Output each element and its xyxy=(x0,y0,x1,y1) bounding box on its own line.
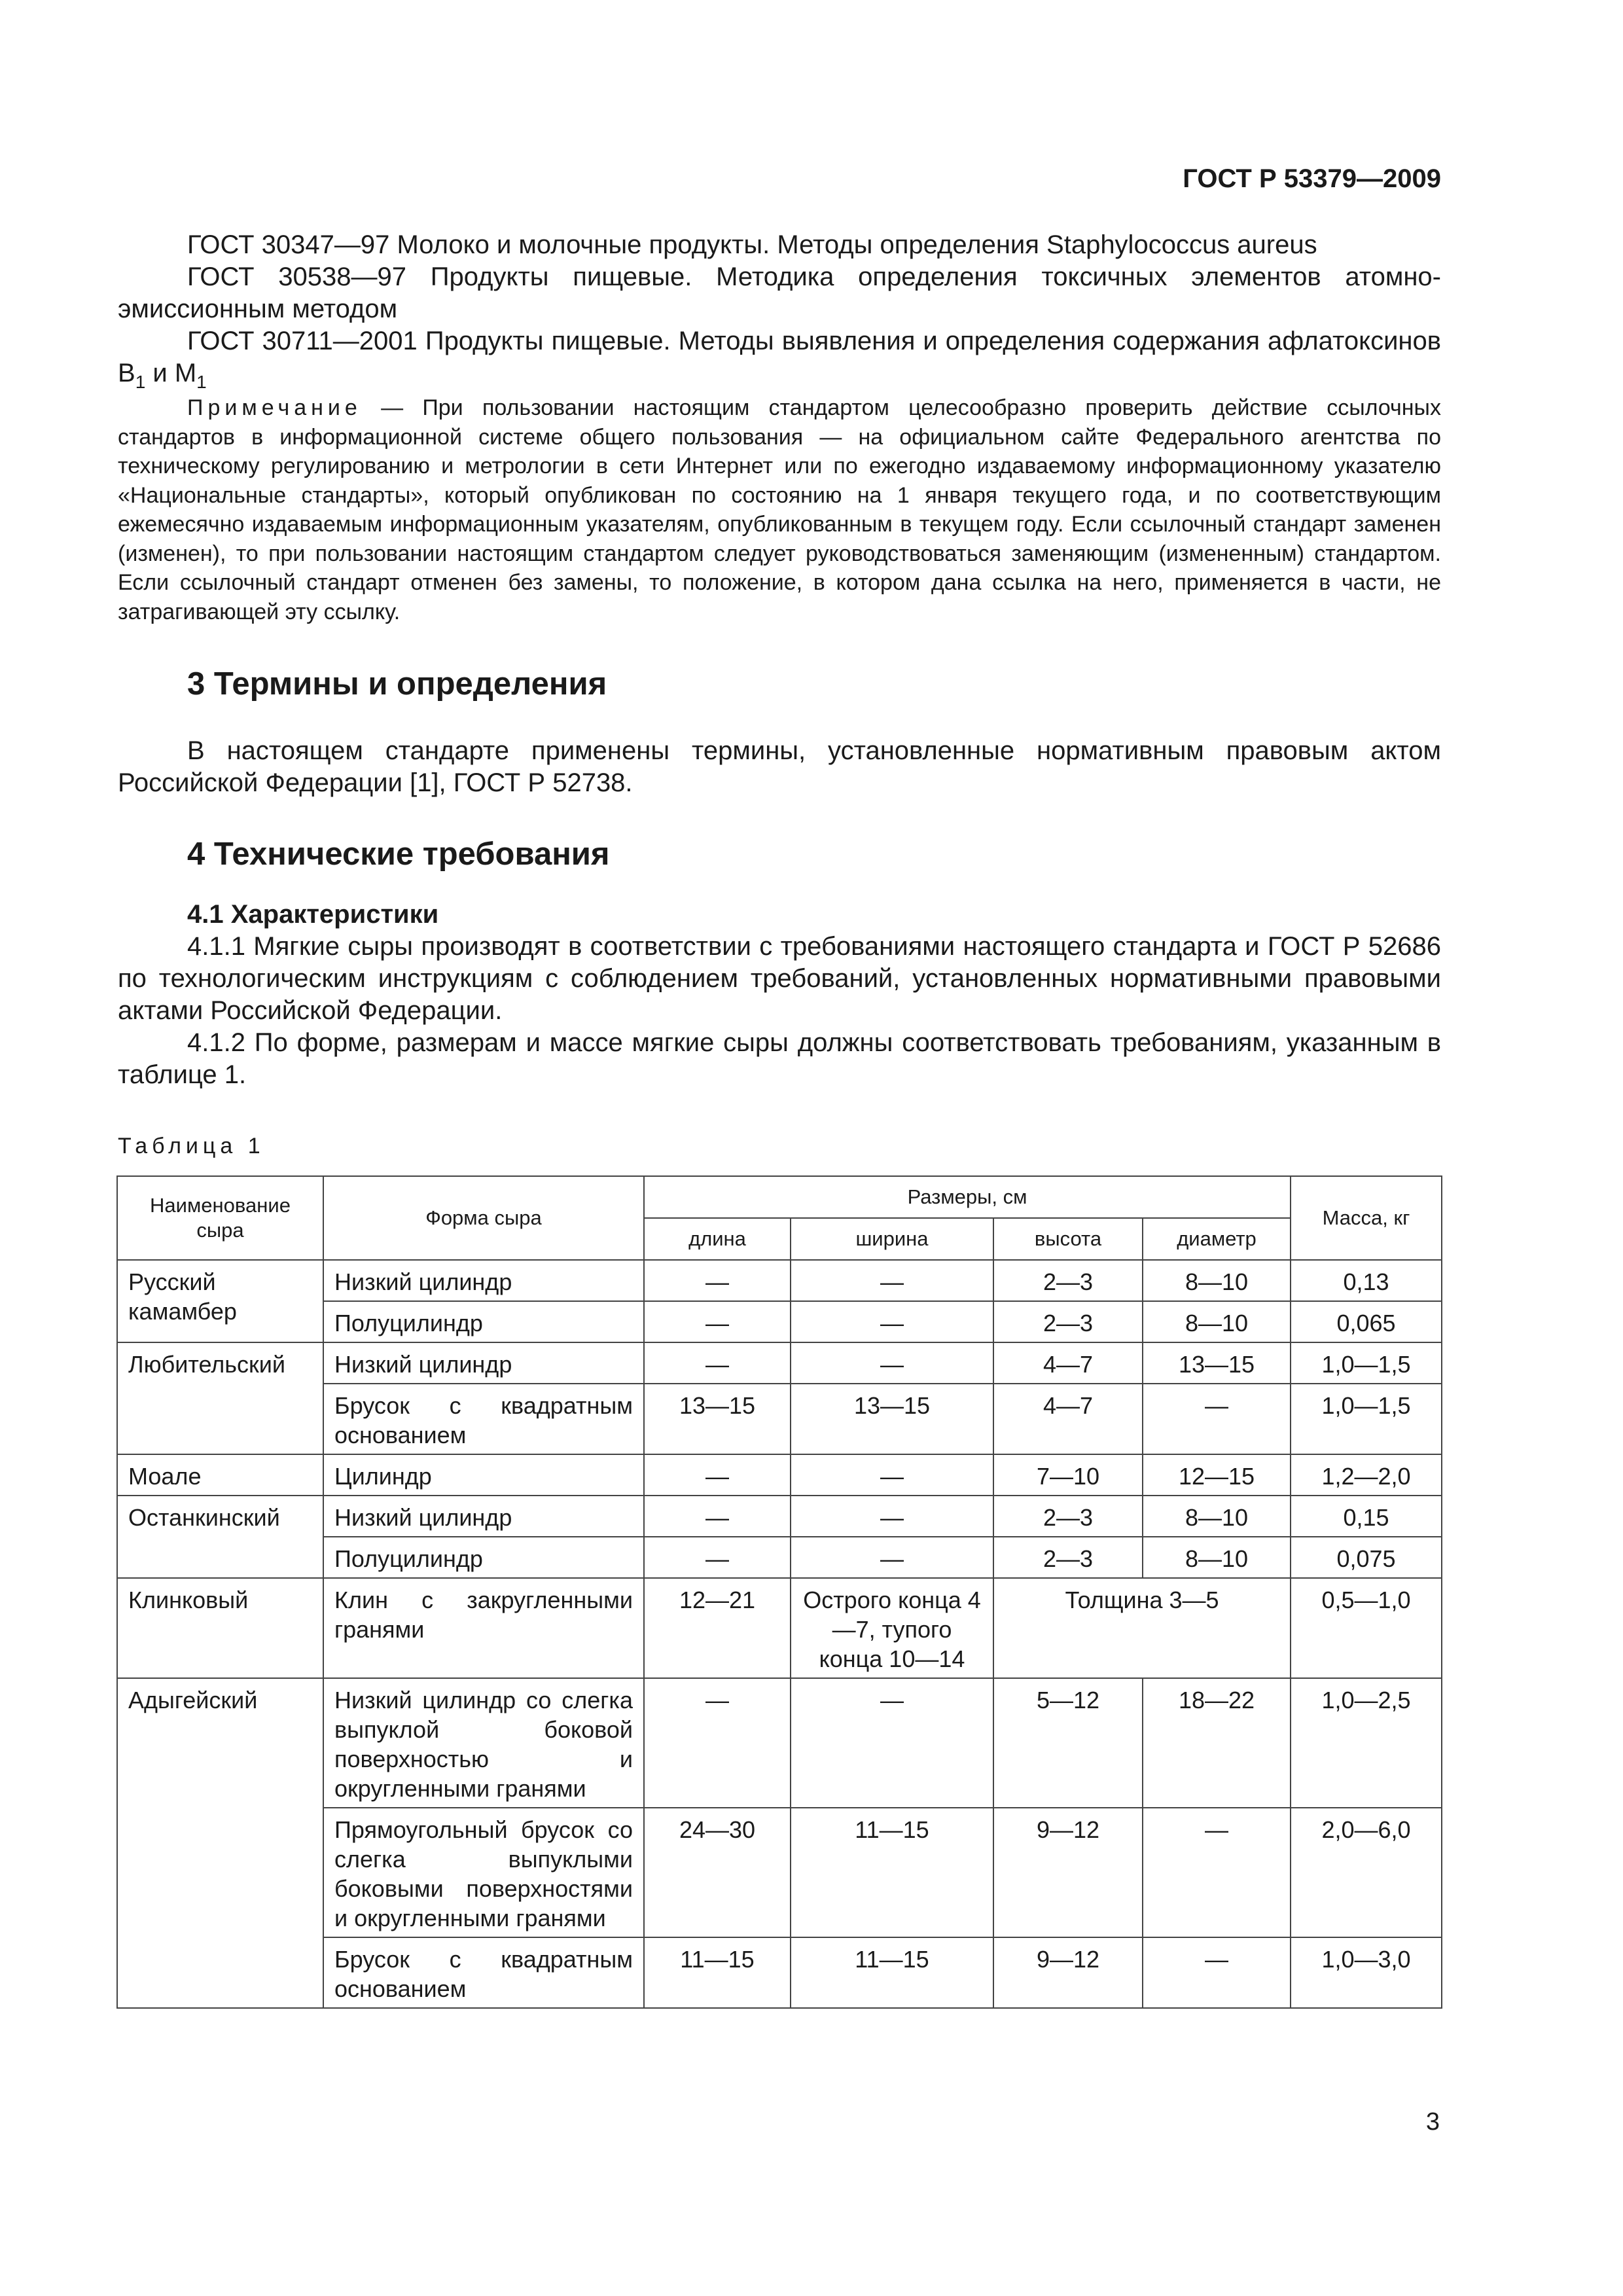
reference-text: ГОСТ 30711—2001 Продукты пищевые. Методы выявления и определения содержания афлатоксинов B xyxy=(118,327,1441,387)
cell-form: Низкий цилиндр xyxy=(323,1496,644,1537)
cell-length: 24—30 xyxy=(644,1808,791,1937)
table-row xyxy=(117,1260,1442,1301)
document-id-header: ГОСТ Р 53379—2009 xyxy=(1183,164,1441,193)
table-row xyxy=(117,1678,1442,1808)
cell-length: — xyxy=(644,1301,791,1342)
cell-mass: 0,13 xyxy=(1291,1260,1442,1301)
cell-diameter: — xyxy=(1143,1808,1291,1937)
cell-length: — xyxy=(644,1454,791,1496)
cell-length: — xyxy=(644,1342,791,1384)
cell-width: — xyxy=(791,1537,993,1578)
cell-name: Любительский xyxy=(117,1342,323,1454)
cell-length: 12—21 xyxy=(644,1578,791,1678)
note-label: Примечание xyxy=(187,395,362,420)
cell-diameter: 12—15 xyxy=(1143,1454,1291,1496)
page-content xyxy=(118,229,1441,1160)
subscript: 1 xyxy=(135,371,146,392)
cell-height: 4—7 xyxy=(993,1342,1143,1384)
cell-name: Моале xyxy=(117,1454,323,1496)
header-length: длина xyxy=(644,1218,791,1260)
reference-gost-30711 xyxy=(118,325,1441,392)
cell-form: Брусок с квадратным основанием xyxy=(323,1937,644,2008)
section-3-text: В настоящем стандарте применены термины, установленные нормативным правовым актом Российской Федерации [1], ГОСТ Р 52738. xyxy=(118,736,1441,797)
cell-length: 11—15 xyxy=(644,1937,791,2008)
cell-mass: 1,2—2,0 xyxy=(1291,1454,1442,1496)
cell-mass: 0,075 xyxy=(1291,1537,1442,1578)
header-dimensions: Размеры, см xyxy=(644,1176,1291,1218)
cell-width: 13—15 xyxy=(791,1384,993,1454)
cell-name: Останкинский xyxy=(117,1496,323,1578)
cell-height: 2—3 xyxy=(993,1260,1143,1301)
cell-form: Брусок с квадратным основанием xyxy=(323,1384,644,1454)
cell-length: — xyxy=(644,1537,791,1578)
cell-width: — xyxy=(791,1496,993,1537)
cell-mass: 1,0—3,0 xyxy=(1291,1937,1442,2008)
cell-thickness: Толщина 3—5 xyxy=(993,1578,1291,1678)
cell-height: 9—12 xyxy=(993,1808,1143,1937)
cell-form: Клин с закругленными гранями xyxy=(323,1578,644,1678)
cell-name: Русский камамбер xyxy=(117,1260,323,1342)
cell-height: 2—3 xyxy=(993,1301,1143,1342)
cell-width: — xyxy=(791,1678,993,1808)
header-diameter: диаметр xyxy=(1143,1218,1291,1260)
cell-length: — xyxy=(644,1678,791,1808)
table-row xyxy=(117,1496,1442,1537)
cell-diameter: 8—10 xyxy=(1143,1260,1291,1301)
cell-height: 2—3 xyxy=(993,1496,1143,1537)
table-row xyxy=(117,1578,1442,1678)
cell-diameter: — xyxy=(1143,1937,1291,2008)
cell-mass: 1,0—1,5 xyxy=(1291,1342,1442,1384)
cell-mass: 2,0—6,0 xyxy=(1291,1808,1442,1937)
clause-4-1-2: 4.1.2 По форме, размерам и массе мягкие сыры должны соответствовать требованиям, указанным в таблице 1. xyxy=(118,1028,1441,1089)
cell-mass: 0,065 xyxy=(1291,1301,1442,1342)
cell-mass: 0,15 xyxy=(1291,1496,1442,1537)
cell-form: Низкий цилиндр xyxy=(323,1342,644,1384)
cheese-specs-table xyxy=(116,1175,1442,2009)
table-row xyxy=(117,1342,1442,1384)
cell-length: — xyxy=(644,1496,791,1537)
cell-height: 4—7 xyxy=(993,1384,1143,1454)
subsection-4-1-heading: 4.1 Характеристики xyxy=(187,900,439,929)
cell-form: Полуцилиндр xyxy=(323,1537,644,1578)
cell-form: Полуцилиндр xyxy=(323,1301,644,1342)
section-4-heading: 4 Технические требования xyxy=(187,836,610,872)
cell-diameter: — xyxy=(1143,1384,1291,1454)
section-3-heading: 3 Термины и определения xyxy=(187,666,607,702)
cell-form: Низкий цилиндр со слегка выпуклой боковой поверхностью и округленными гранями xyxy=(323,1678,644,1808)
header-width: ширина xyxy=(791,1218,993,1260)
cell-form: Низкий цилиндр xyxy=(323,1260,644,1301)
cell-width: — xyxy=(791,1301,993,1342)
cell-mass: 1,0—2,5 xyxy=(1291,1678,1442,1808)
cell-diameter: 8—10 xyxy=(1143,1301,1291,1342)
cell-width: 11—15 xyxy=(791,1937,993,2008)
note-paragraph xyxy=(118,393,1441,626)
cell-name: Адыгейский xyxy=(117,1678,323,2008)
reference-text-mid: и M xyxy=(145,359,197,387)
clause-4-1-1: 4.1.1 Мягкие сыры производят в соответствии с требованиями настоящего стандарта и ГОСТ Р 52686 по технологическим инструкциям с соблюдением требований, установленных нормативными правовыми актами Российской Федерации. xyxy=(118,932,1441,1025)
header-mass: Масса, кг xyxy=(1291,1176,1442,1260)
cell-width: Острого конца 4—7, тупого конца 10—14 xyxy=(791,1578,993,1678)
header-height: высота xyxy=(993,1218,1143,1260)
header-form: Форма сыра xyxy=(323,1176,644,1260)
cell-height: 7—10 xyxy=(993,1454,1143,1496)
cell-height: 5—12 xyxy=(993,1678,1143,1808)
reference-gost-30538: ГОСТ 30538—97 Продукты пищевые. Методика определения токсичных элементов атомно-эмиссионным методом xyxy=(118,262,1441,323)
subscript: 1 xyxy=(196,371,207,392)
page-number: 3 xyxy=(1425,2108,1440,2136)
reference-gost-30347: ГОСТ 30347—97 Молоко и молочные продукты. Методы определения Staphylococcus aureus xyxy=(187,230,1317,259)
cell-form: Цилиндр xyxy=(323,1454,644,1496)
cell-width: — xyxy=(791,1454,993,1496)
cell-height: 2—3 xyxy=(993,1537,1143,1578)
cell-width: — xyxy=(791,1260,993,1301)
cell-width: — xyxy=(791,1342,993,1384)
cell-width: 11—15 xyxy=(791,1808,993,1937)
cell-form: Прямоугольный брусок со слегка выпуклыми боковыми поверхностями и округленными гранями xyxy=(323,1808,644,1937)
note-text: — При пользовании настоящим стандартом целесообразно проверить действие ссылочных стандартов в информационной системе общего пользования — на официальном сайте Федерального агентства по техническому регулированию и метрологии в сети Интернет или по ежегодно издаваемому информационному указателю «Национальные стандарты», который опубликован по состоянию на 1 января текущего года, и по соответствующим ежемесячно издаваемым информационным указателям, опубликованным в текущем году. Если ссылочный стандарт заменен (изменен), то при пользовании настоящим стандартом следует руководствоваться заменяющим (измененным) стандартом. Если ссылочный стандарт отменен без замены, то положение, в котором дана ссылка на него, применяется в части, не затрагивающей эту ссылку. xyxy=(118,395,1441,624)
table-row xyxy=(117,1454,1442,1496)
cell-length: 13—15 xyxy=(644,1384,791,1454)
cell-name: Клинковый xyxy=(117,1578,323,1678)
cell-diameter: 8—10 xyxy=(1143,1496,1291,1537)
table-caption: Таблица 1 xyxy=(118,1134,265,1158)
cell-mass: 1,0—1,5 xyxy=(1291,1384,1442,1454)
cell-length: — xyxy=(644,1260,791,1301)
table-header-row xyxy=(117,1176,1442,1218)
cell-mass: 0,5—1,0 xyxy=(1291,1578,1442,1678)
cell-height: 9—12 xyxy=(993,1937,1143,2008)
header-name: Наименование сыра xyxy=(117,1176,323,1260)
cell-diameter: 8—10 xyxy=(1143,1537,1291,1578)
cell-diameter: 18—22 xyxy=(1143,1678,1291,1808)
cell-diameter: 13—15 xyxy=(1143,1342,1291,1384)
